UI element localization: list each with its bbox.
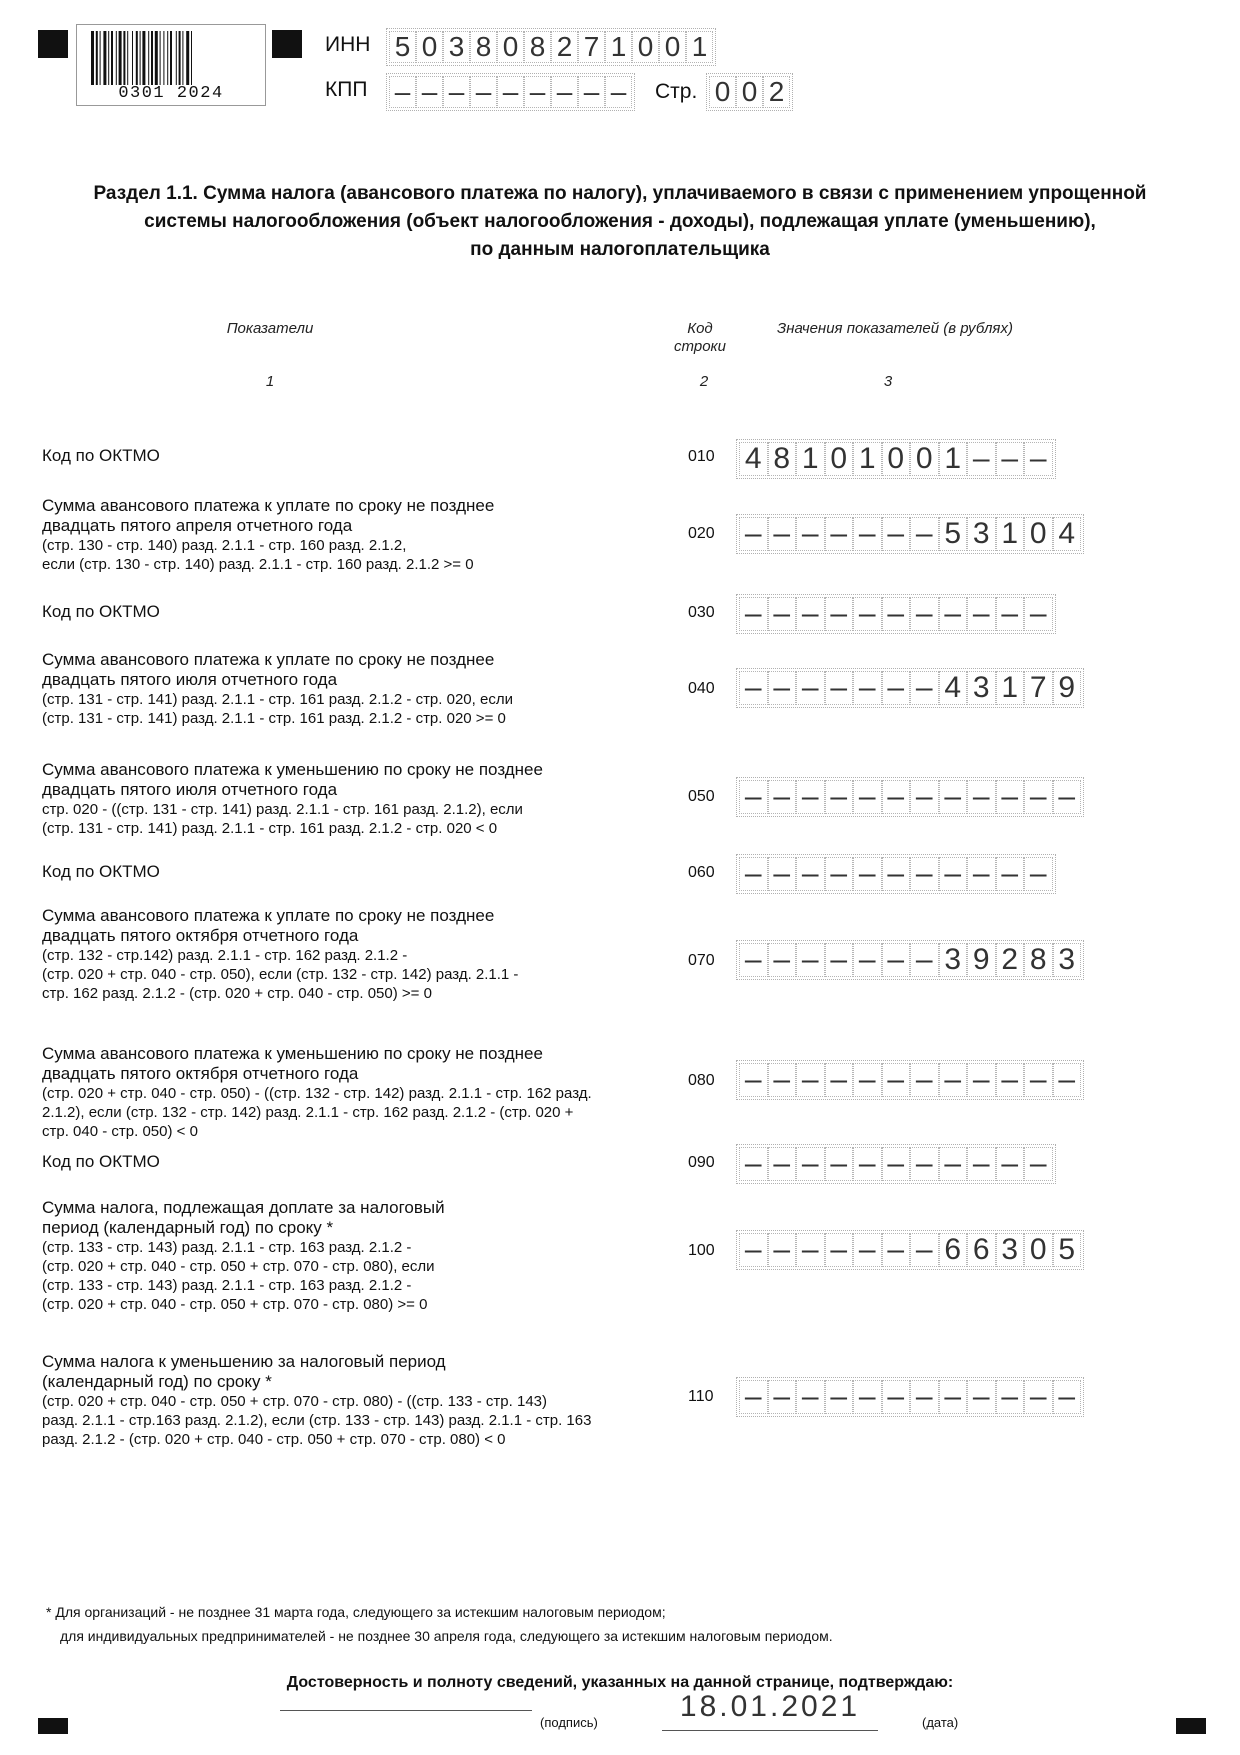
char-cell: – — [1024, 1063, 1053, 1097]
barcode-bar — [108, 31, 109, 85]
char-cell: 0 — [882, 442, 911, 476]
column-header-values: Значения показателей (в рублях) — [777, 320, 1013, 337]
char-cell: – — [825, 1380, 854, 1414]
value-field-060[interactable] — [736, 854, 1056, 894]
value-field-070[interactable] — [736, 940, 1084, 980]
row-label-090: Код по ОКТМО — [42, 1152, 160, 1171]
char-cell: – — [768, 1380, 797, 1414]
char-cell: 7 — [1024, 671, 1053, 705]
char-cell: – — [967, 1380, 996, 1414]
char-cell: – — [996, 857, 1025, 891]
barcode-bar — [96, 31, 98, 85]
char-cell: – — [939, 1147, 968, 1181]
char-cell: – — [882, 1147, 911, 1181]
char-cell: – — [882, 1380, 911, 1414]
column-number-1: 1 — [265, 373, 275, 390]
char-cell: – — [996, 1063, 1025, 1097]
char-cell: 0 — [910, 442, 939, 476]
char-cell: – — [967, 1147, 996, 1181]
page-label: Стр. — [655, 80, 698, 103]
char-cell: – — [996, 1147, 1025, 1181]
char-cell: – — [910, 517, 939, 551]
barcode-bar — [155, 31, 158, 85]
value-field-020[interactable] — [736, 514, 1084, 554]
char-cell: – — [768, 780, 797, 814]
char-cell: – — [796, 1063, 825, 1097]
char-cell: – — [996, 780, 1025, 814]
char-cell: – — [882, 1063, 911, 1097]
corner-marker-top-right — [272, 30, 302, 58]
char-cell: – — [939, 1380, 968, 1414]
row-code-110: 110 — [688, 1388, 714, 1405]
char-cell: – — [853, 517, 882, 551]
char-cell: – — [825, 671, 854, 705]
char-cell: – — [825, 1233, 854, 1267]
char-cell: 3 — [967, 671, 996, 705]
char-cell: – — [967, 780, 996, 814]
barcode-bar — [119, 31, 122, 85]
column-number-2: 2 — [699, 373, 709, 390]
row-code-080: 080 — [688, 1072, 715, 1089]
barcode-bar — [191, 31, 192, 85]
inn-field[interactable] — [386, 28, 716, 66]
char-cell: 2 — [763, 76, 790, 108]
char-cell: 8 — [524, 31, 551, 63]
char-cell: 5 — [389, 31, 416, 63]
char-cell: – — [739, 1380, 768, 1414]
row-code-090: 090 — [688, 1154, 715, 1171]
char-cell: – — [1024, 597, 1053, 631]
char-cell: 7 — [578, 31, 605, 63]
column-number-3: 3 — [883, 373, 893, 390]
char-cell: – — [768, 671, 797, 705]
barcode-bar — [182, 31, 183, 85]
char-cell: – — [796, 671, 825, 705]
char-cell: 5 — [939, 517, 968, 551]
kpp-field[interactable] — [386, 73, 635, 111]
char-cell: – — [967, 857, 996, 891]
page-number-field[interactable] — [706, 73, 793, 111]
char-cell: – — [1053, 780, 1082, 814]
row-label-030: Код по ОКТМО — [42, 602, 160, 621]
char-cell: – — [739, 857, 768, 891]
row-code-050: 050 — [688, 788, 715, 805]
value-field-050[interactable] — [736, 777, 1084, 817]
char-cell: – — [739, 943, 768, 977]
char-cell: – — [1024, 857, 1053, 891]
char-cell: – — [853, 943, 882, 977]
char-cell: – — [578, 76, 605, 108]
char-cell: – — [739, 780, 768, 814]
char-cell: – — [882, 857, 911, 891]
char-cell: 2 — [551, 31, 578, 63]
char-cell: 0 — [497, 31, 524, 63]
barcode-bar — [116, 31, 117, 85]
char-cell: – — [768, 1063, 797, 1097]
date-field[interactable]: 18.01.2021 — [679, 1690, 861, 1723]
char-cell: – — [825, 597, 854, 631]
char-cell: – — [796, 943, 825, 977]
corner-marker-top-left — [38, 30, 68, 58]
char-cell: 1 — [996, 517, 1025, 551]
value-field-110[interactable] — [736, 1377, 1084, 1417]
row-label-070: Сумма авансового платежа к уплате по сроку не позднее двадцать пятого октября отчетного года (стр. 132 - стр.142) разд. 2.1.1 - стр. 162 разд. 2.1.2 - (стр. 020 + стр. 040 - стр. 050), если (стр. 132 - стр. 142) разд. 2.1.1 - стр. 162 разд. 2.1.2 - (стр. 020 + стр. 040 - стр. 050) >= 0 — [42, 906, 519, 1002]
corner-marker-bottom-right — [1176, 1718, 1206, 1734]
char-cell: – — [497, 76, 524, 108]
char-cell: – — [882, 780, 911, 814]
row-label-050: Сумма авансового платежа к уменьшению по сроку не позднее двадцать пятого июля отчетного года стр. 020 - ((стр. 131 - стр. 141) разд. 2.1.1 - стр. 161 разд. 2.1.2), если (стр. 131 - стр. 141) разд. 2.1.1 - стр. 161 разд. 2.1.2 - стр. 020 < 0 — [42, 760, 543, 837]
value-field-010[interactable] — [736, 439, 1056, 479]
char-cell: 1 — [796, 442, 825, 476]
barcode-bar — [103, 31, 106, 85]
char-cell: 0 — [1024, 517, 1053, 551]
char-cell: – — [825, 1147, 854, 1181]
char-cell: – — [939, 1063, 968, 1097]
row-code-060: 060 — [688, 864, 715, 881]
char-cell: 0 — [736, 76, 763, 108]
row-label-010: Код по ОКТМО — [42, 446, 160, 465]
row-label-100: Сумма налога, подлежащая доплате за налоговый период (календарный год) по сроку * (стр. 133 - стр. 143) разд. 2.1.1 - стр. 163 разд. 2.1.2 - (стр. 020 + стр. 040 - стр. 050 + стр. 070 - стр. 080), если (стр. 133 - стр. 143) разд. 2.1.1 - стр. 163 разд. 2.1.2 - (стр. 020 + стр. 040 - стр. 050 + стр. 070 - стр. 080) >= 0 — [42, 1198, 445, 1313]
barcode-bar — [160, 31, 161, 85]
char-cell: – — [882, 671, 911, 705]
char-cell: – — [796, 1147, 825, 1181]
char-cell: – — [796, 597, 825, 631]
char-cell: – — [739, 671, 768, 705]
barcode-bar — [151, 31, 153, 85]
row-code-010: 010 — [688, 448, 715, 465]
char-cell: – — [853, 1233, 882, 1267]
char-cell: – — [996, 597, 1025, 631]
date-underline — [662, 1730, 878, 1731]
char-cell: 3 — [996, 1233, 1025, 1267]
char-cell: – — [768, 943, 797, 977]
char-cell: – — [853, 597, 882, 631]
char-cell: – — [739, 517, 768, 551]
char-cell: 8 — [1024, 943, 1053, 977]
signature-caption: (подпись) — [540, 1715, 598, 1730]
char-cell: – — [825, 1063, 854, 1097]
barcode-bar — [163, 31, 164, 85]
row-code-030: 030 — [688, 604, 715, 621]
char-cell: – — [768, 857, 797, 891]
barcode-bar — [179, 31, 181, 85]
char-cell: 6 — [967, 1233, 996, 1267]
char-cell: – — [853, 857, 882, 891]
char-cell: 2 — [996, 943, 1025, 977]
char-cell: – — [796, 517, 825, 551]
value-field-030[interactable] — [736, 594, 1056, 634]
barcode-bars — [91, 31, 251, 85]
char-cell: 3 — [939, 943, 968, 977]
row-label-040: Сумма авансового платежа к уплате по сроку не позднее двадцать пятого июля отчетного года (стр. 131 - стр. 141) разд. 2.1.1 - стр. 161 разд. 2.1.2 - стр. 020, если (стр. 131 - стр. 141) разд. 2.1.1 - стр. 161 разд. 2.1.2 - стр. 020 >= 0 — [42, 650, 513, 727]
char-cell: 0 — [825, 442, 854, 476]
char-cell: 3 — [1053, 943, 1082, 977]
char-cell: – — [996, 442, 1025, 476]
char-cell: – — [882, 597, 911, 631]
char-cell: – — [768, 517, 797, 551]
char-cell: 8 — [768, 442, 797, 476]
row-code-070: 070 — [688, 952, 715, 969]
char-cell: – — [1024, 442, 1053, 476]
barcode-bar — [148, 31, 149, 85]
char-cell: – — [551, 76, 578, 108]
char-cell: – — [605, 76, 632, 108]
char-cell: 0 — [416, 31, 443, 63]
row-label-060: Код по ОКТМО — [42, 862, 160, 881]
char-cell: – — [853, 1063, 882, 1097]
value-field-090[interactable] — [736, 1144, 1056, 1184]
char-cell: – — [939, 597, 968, 631]
char-cell: – — [796, 1380, 825, 1414]
char-cell: – — [768, 597, 797, 631]
char-cell: 9 — [967, 943, 996, 977]
char-cell: 1 — [605, 31, 632, 63]
char-cell: – — [739, 597, 768, 631]
barcode-bar — [91, 31, 94, 85]
char-cell: – — [1053, 1063, 1082, 1097]
value-field-040[interactable] — [736, 668, 1084, 708]
char-cell: 9 — [1053, 671, 1082, 705]
char-cell: – — [882, 517, 911, 551]
char-cell: – — [389, 76, 416, 108]
barcode-bar — [136, 31, 138, 85]
barcode-bar — [140, 31, 141, 85]
char-cell: 6 — [939, 1233, 968, 1267]
char-cell: – — [967, 597, 996, 631]
char-cell: 1 — [686, 31, 713, 63]
barcode-bar — [132, 31, 133, 85]
char-cell: – — [910, 1147, 939, 1181]
char-cell: – — [910, 1380, 939, 1414]
char-cell: 8 — [470, 31, 497, 63]
char-cell: – — [882, 1233, 911, 1267]
kpp-label: КПП — [325, 78, 368, 101]
char-cell: 1 — [939, 442, 968, 476]
value-field-100[interactable] — [736, 1230, 1084, 1270]
char-cell: – — [739, 1233, 768, 1267]
char-cell: – — [1024, 780, 1053, 814]
char-cell: – — [910, 780, 939, 814]
char-cell: – — [996, 1380, 1025, 1414]
char-cell: – — [825, 780, 854, 814]
char-cell: – — [967, 1063, 996, 1097]
barcode-bar — [100, 31, 101, 85]
barcode — [76, 24, 266, 106]
barcode-bar — [123, 31, 125, 85]
barcode-bar — [170, 31, 172, 85]
char-cell: – — [853, 671, 882, 705]
char-cell: – — [796, 857, 825, 891]
char-cell: – — [825, 857, 854, 891]
char-cell: – — [967, 442, 996, 476]
char-cell: – — [796, 780, 825, 814]
row-label-110: Сумма налога к уменьшению за налоговый период (календарный год) по сроку * (стр. 020 + стр. 040 - стр. 050 + стр. 070 - стр. 080) - ((стр. 133 - стр. 143) разд. 2.1.1 - стр.163 разд. 2.1.2), если (стр. 133 - стр. 143) разд. 2.1.1 - стр. 163 разд. 2.1.2 - (стр. 020 + стр. 040 - стр. 050 + стр. 070 - стр. 080) < 0 — [42, 1352, 592, 1448]
char-cell: 1 — [853, 442, 882, 476]
confirmation-text: Достоверность и полноту сведений, указанных на данной странице, подтверждаю: — [286, 1674, 954, 1691]
char-cell: – — [882, 943, 911, 977]
char-cell: – — [853, 1380, 882, 1414]
column-header-code: Код строки — [674, 320, 726, 355]
char-cell: 3 — [443, 31, 470, 63]
char-cell: 4 — [939, 671, 968, 705]
barcode-bar — [111, 31, 113, 85]
char-cell: 0 — [659, 31, 686, 63]
char-cell: – — [910, 1233, 939, 1267]
char-cell: 1 — [996, 671, 1025, 705]
char-cell: 0 — [632, 31, 659, 63]
char-cell: – — [910, 857, 939, 891]
row-code-040: 040 — [688, 680, 715, 697]
char-cell: – — [939, 857, 968, 891]
char-cell: – — [524, 76, 551, 108]
row-label-080: Сумма авансового платежа к уменьшению по сроку не позднее двадцать пятого октября отчетного года (стр. 020 + стр. 040 - стр. 050) - ((стр. 132 - стр. 142) разд. 2.1.1 - стр. 162 разд. 2.1.2), если (стр. 132 - стр. 142) разд. 2.1.1 - стр. 162 разд. 2.1.2 - (стр. 020 + стр. 040 - стр. 050) < 0 — [42, 1044, 592, 1140]
char-cell: – — [768, 1233, 797, 1267]
row-code-100: 100 — [688, 1242, 715, 1259]
barcode-number: 0301 2024 — [118, 84, 224, 103]
corner-marker-bottom-left — [38, 1718, 68, 1734]
char-cell: 4 — [739, 442, 768, 476]
char-cell: – — [1024, 1147, 1053, 1181]
column-header-indicators: Показатели — [226, 320, 314, 337]
char-cell: – — [825, 943, 854, 977]
footnote: * Для организаций - не позднее 31 марта года, следующего за истекшим налоговым периодом; для индивидуальных предпринимателей - не позднее 30 апреля года, следующего за истекшим налоговым периодом. — [46, 1604, 833, 1644]
char-cell: – — [470, 76, 497, 108]
char-cell: – — [796, 1233, 825, 1267]
char-cell: – — [910, 1063, 939, 1097]
char-cell: – — [910, 597, 939, 631]
char-cell: 5 — [1053, 1233, 1082, 1267]
char-cell: – — [443, 76, 470, 108]
char-cell: 0 — [709, 76, 736, 108]
row-label-020: Сумма авансового платежа к уплате по сроку не позднее двадцать пятого апреля отчетного года (стр. 130 - стр. 140) разд. 2.1.1 - стр. 160 разд. 2.1.2, если (стр. 130 - стр. 140) разд. 2.1.1 - стр. 160 разд. 2.1.2 >= 0 — [42, 496, 495, 573]
char-cell: – — [768, 1147, 797, 1181]
char-cell: – — [1053, 1380, 1082, 1414]
char-cell: 0 — [1024, 1233, 1053, 1267]
barcode-bar — [142, 31, 145, 85]
signature-field[interactable] — [280, 1710, 532, 1711]
char-cell: – — [739, 1147, 768, 1181]
char-cell: 3 — [967, 517, 996, 551]
barcode-bar — [186, 31, 189, 85]
char-cell: – — [416, 76, 443, 108]
char-cell: – — [739, 1063, 768, 1097]
row-code-020: 020 — [688, 525, 715, 542]
char-cell: – — [910, 943, 939, 977]
barcode-bar — [167, 31, 168, 85]
barcode-bar — [176, 31, 177, 85]
barcode-bar — [127, 31, 128, 85]
char-cell: – — [825, 517, 854, 551]
char-cell: – — [910, 671, 939, 705]
date-caption: (дата) — [922, 1715, 959, 1730]
section-title: Раздел 1.1. Сумма налога (авансового платежа по налогу), уплачиваемого в связи с применением упрощенной системы налогообложения (объект налогообложения - доходы), подлежащая уплате (уменьшению), по данным налогоплательщика — [93, 183, 1147, 260]
char-cell: 4 — [1053, 517, 1082, 551]
char-cell: – — [939, 780, 968, 814]
inn-label: ИНН — [325, 33, 371, 56]
char-cell: – — [853, 780, 882, 814]
char-cell: – — [853, 1147, 882, 1181]
value-field-080[interactable] — [736, 1060, 1084, 1100]
char-cell: – — [1024, 1380, 1053, 1414]
